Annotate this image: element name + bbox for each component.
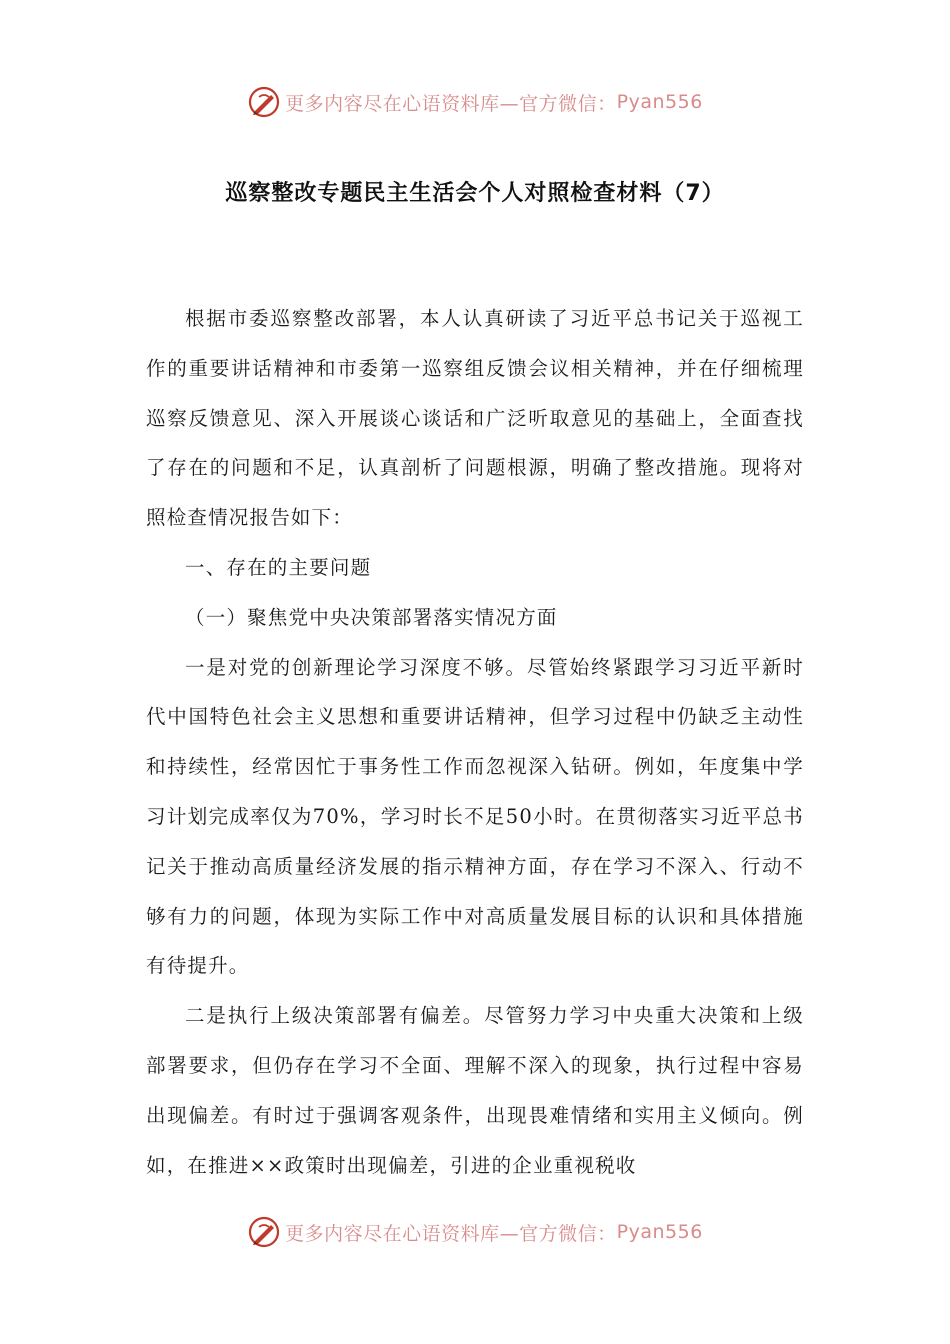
watermark-text: 更多内容尽在心语资料库—官方微信： bbox=[285, 1222, 617, 1245]
watermark-text: 更多内容尽在心语资料库—官方微信： bbox=[285, 92, 617, 115]
document-title: 巡察整改专题民主生活会个人对照检查材料（7） bbox=[225, 181, 725, 206]
pen-logo-icon bbox=[247, 1215, 281, 1249]
heading-subsection-1: （一）聚焦党中央决策部署落实情况方面 bbox=[185, 605, 558, 629]
watermark-header bbox=[0, 82, 950, 122]
paragraph-point-2: 二是执行上级决策部署有偏差。尽管努力学习中央重大决策和上级部署要求，但仍存在学习不全面、理解不深入的现象，执行过程中容易出现偏差。有时过于强调客观条件，出现畏难情绪和实用主义倾向。例如，在推进××政策时出现偏差，引进的企业重视税收 bbox=[146, 1004, 804, 1177]
paragraph-intro: 根据市委巡察整改部署，本人认真研读了习近平总书记关于巡视工作的重要讲话精神和市委第一巡察组反馈会议相关精神，并在仔细梳理巡察反馈意见、深入开展谈心谈话和广泛听取意见的基础上，全面查找了存在的问题和不足，认真剖析了问题根源，明确了整改措施。现将对照检查情况报告如下： bbox=[146, 307, 804, 530]
watermark-wechat-id: Pyan556 bbox=[616, 1221, 703, 1243]
watermark-footer bbox=[0, 1212, 950, 1252]
heading-section-1: 一、存在的主要问题 bbox=[185, 555, 372, 579]
paragraph-point-1: 一是对党的创新理论学习深度不够。尽管始终紧跟学习习近平新时代中国特色社会主义思想和重要讲话精神，但学习过程中仍缺乏主动性和持续性，经常因忙于事务性工作而忽视深入钻研。例如，年度集中学习计划完成率仅为70%，学习时长不足50小时。在贯彻落实习近平总书记关于推动高质量经济发展的指示精神方面，存在学习不深入、行动不够有力的问题，体现为实际工作中对高质量发展目标的认识和具体措施有待提升。 bbox=[146, 655, 804, 978]
pen-logo-icon bbox=[247, 85, 281, 119]
document-body bbox=[146, 294, 804, 1190]
watermark-wechat-id: Pyan556 bbox=[616, 91, 703, 113]
